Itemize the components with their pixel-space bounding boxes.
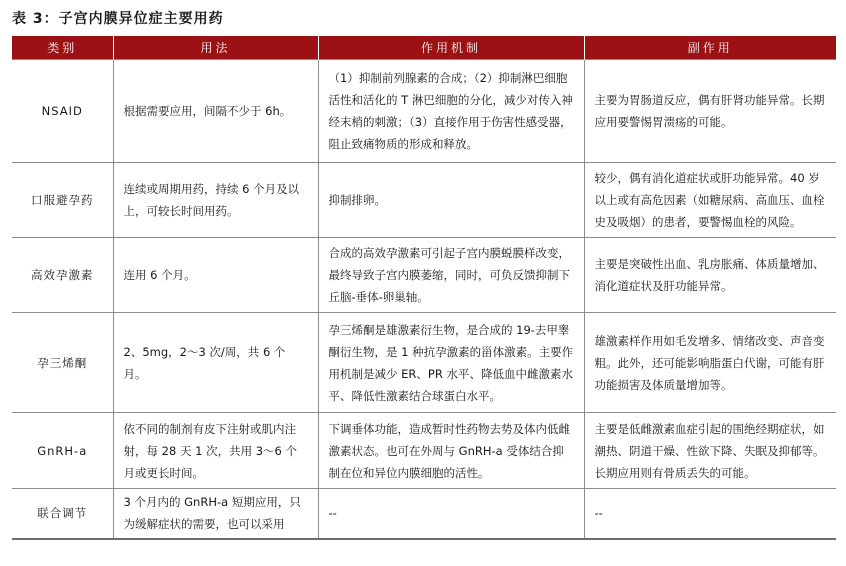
usage-cell: 根据需要应用，间隔不少于 6h。 (113, 60, 318, 163)
table-title: 表 3：子宫内膜异位症主要用药 (12, 11, 224, 27)
header-side-effects: 副作用 (584, 36, 836, 60)
mechanism-cell: 下调垂体功能，造成暂时性药物去势及体内低雌激素状态。也可在外周与 GnRH-a 受体结合抑制在位和异位内膜细胞的活性。 (318, 413, 584, 489)
side-effects-cell: 主要为胃肠道反应，偶有肝肾功能异常。长期应用要警惕胃溃疡的可能。 (584, 60, 836, 163)
usage-cell: 2、5mg，2～3 次/周，共 6 个月。 (113, 313, 318, 413)
header-usage: 用法 (113, 36, 318, 60)
table-row (12, 413, 836, 489)
table-row (12, 163, 836, 238)
category-cell: NSAID (12, 60, 113, 163)
usage-cell: 依不同的制剂有皮下注射或肌内注射，每 28 天 1 次，共用 3～6 个月或更长时间。 (113, 413, 318, 489)
header-mechanism: 作用机制 (318, 36, 584, 60)
category-cell: 联合调节 (12, 489, 113, 539)
usage-cell: 连用 6 个月。 (113, 238, 318, 313)
usage-cell: 3 个月内的 GnRH-a 短期应用，只为缓解症状的需要，也可以采用 (113, 489, 318, 539)
side-effects-cell: 主要是突破性出血、乳房胀痛、体质量增加、消化道症状及肝功能异常。 (584, 238, 836, 313)
table-row (12, 313, 836, 413)
mechanism-cell: （1）抑制前列腺素的合成；（2）抑制淋巴细胞活性和活化的 T 淋巴细胞的分化，减少对传入神经末梢的刺激；（3）直接作用于伤害性感受器，阻止致痛物质的形成和释放。 (318, 60, 584, 163)
usage-cell: 连续或周期用药，持续 6 个月及以上，可较长时间用药。 (113, 163, 318, 238)
mechanism-cell: 孕三烯酮是雄激素衍生物，是合成的 19-去甲睾酮衍生物，是 1 种抗孕激素的甾体激素。主要作用机制是减少 ER、PR 水平、降低血中雌激素水平、降低性激素结合球蛋白水平。 (318, 313, 584, 413)
category-cell: 高效孕激素 (12, 238, 113, 313)
mechanism-cell: -- (318, 489, 584, 539)
side-effects-cell: 雄激素样作用如毛发增多、情绪改变、声音变粗。此外，还可能影响脂蛋白代谢，可能有肝功能损害及体质量增加等。 (584, 313, 836, 413)
header-category: 类别 (12, 36, 113, 60)
category-cell: GnRH-a (12, 413, 113, 489)
side-effects-cell: 主要是低雌激素血症引起的围绝经期症状，如潮热、阴道干燥、性欲下降、失眠及抑郁等。长期应用则有骨质丢失的可能。 (584, 413, 836, 489)
medication-table (12, 36, 836, 540)
category-cell: 孕三烯酮 (12, 313, 113, 413)
side-effects-cell: -- (584, 489, 836, 539)
mechanism-cell: 合成的高效孕激素可引起子宫内膜蜕膜样改变，最终导致子宫内膜萎缩，同时，可负反馈抑制下丘脑-垂体-卵巢轴。 (318, 238, 584, 313)
header-row (12, 36, 836, 60)
mechanism-cell: 抑制排卵。 (318, 163, 584, 238)
table-row (12, 238, 836, 313)
table-row (12, 60, 836, 163)
table-row (12, 489, 836, 539)
side-effects-cell: 较少，偶有消化道症状或肝功能异常。40 岁以上或有高危因素（如糖尿病、高血压、血栓史及吸烟）的患者，要警惕血栓的风险。 (584, 163, 836, 238)
category-cell: 口服避孕药 (12, 163, 113, 238)
